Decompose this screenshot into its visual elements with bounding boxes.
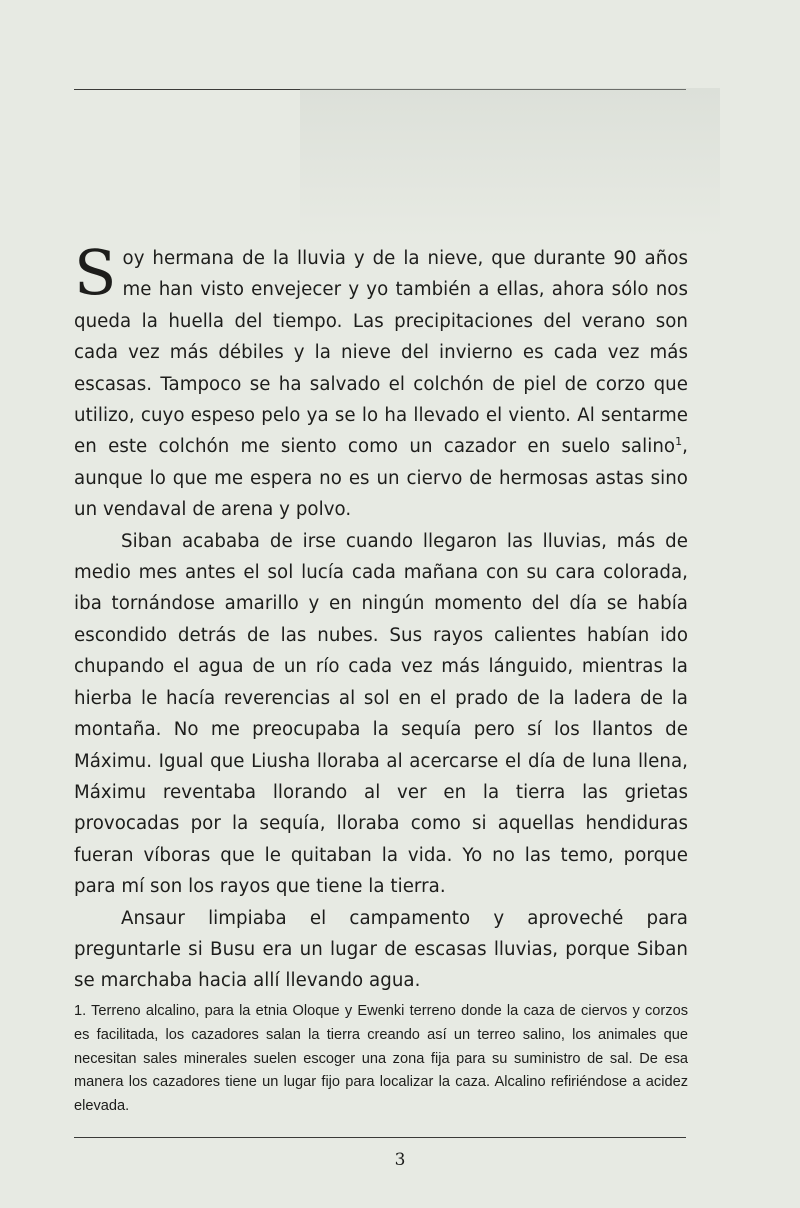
paragraph-1-text-b: , aunque lo que me espera no es un ciervo de hermosas astas sino un vendaval de arena y polvo. (74, 436, 688, 521)
paragraph-2: Siban acababa de irse cuando llegaron las lluvias, más de medio mes antes el sol lucía cada mañana con su cara colorada, iba tornándose amarillo y en ningún momento del día se había escondido detrás de las nubes. Sus rayos calientes habían ido chupando el agua de un río cada vez más lánguido, mientras la hierba le hacía reverencias al sol en el prado de la ladera de la montaña. No me preocupaba la sequía pero sí los llantos de Máximu. Igual que Liusha lloraba al acercarse el día de luna llena, Máximu reventaba llorando al ver en la tierra las grietas provocadas por la sequía, lloraba como si aquellas hendiduras fueran víboras que le quitaban la vida. Yo no las temo, porque para mí son los rayos que tiene la tierra. (74, 530, 688, 898)
footnote-text: 1. Terreno alcalino, para la etnia Oloque y Ewenki terreno donde la caza de ciervos y corzos es facilitada, los cazadores salan la tierra creando así un terreo salino, los animales que necesitan sales minerales suelen escoger una zona fija para su suministro de sal. De esa manera los cazadores tiene un lugar fijo para localizar la caza. Alcalino refiriéndose a acidez elevada. (74, 1003, 688, 1115)
footer-rule (74, 1137, 686, 1138)
body-text (74, 236, 688, 997)
header-rule (74, 89, 686, 90)
paragraph-3: Ansaur limpiaba el campamento y aproveché para preguntarle si Busu era un lugar de escasas lluvias, porque Siban se marchaba hacia allí llevando agua. (74, 907, 688, 992)
page-number: 3 (394, 1150, 406, 1170)
show-through-bleed (300, 88, 720, 238)
paragraph-1 (74, 236, 688, 526)
paragraph-1-text-a: oy hermana de la lluvia y de la nieve, que durante 90 años me han visto envejecer y yo también a ellas, ahora sólo nos queda la huella del tiempo. Las precipitaciones del verano son cada vez más débiles y la nieve del invierno es cada vez más escasas. Tampoco se ha salvado el colchón de piel de corzo que utilizo, cuyo espeso pelo ya se lo ha llevado el viento. Al sentarme en este colchón me siento como un cazador en suelo salino (74, 248, 688, 458)
footnote (74, 1000, 688, 1119)
drop-cap: S (74, 236, 117, 309)
footnote-reference: 1 (675, 435, 683, 449)
